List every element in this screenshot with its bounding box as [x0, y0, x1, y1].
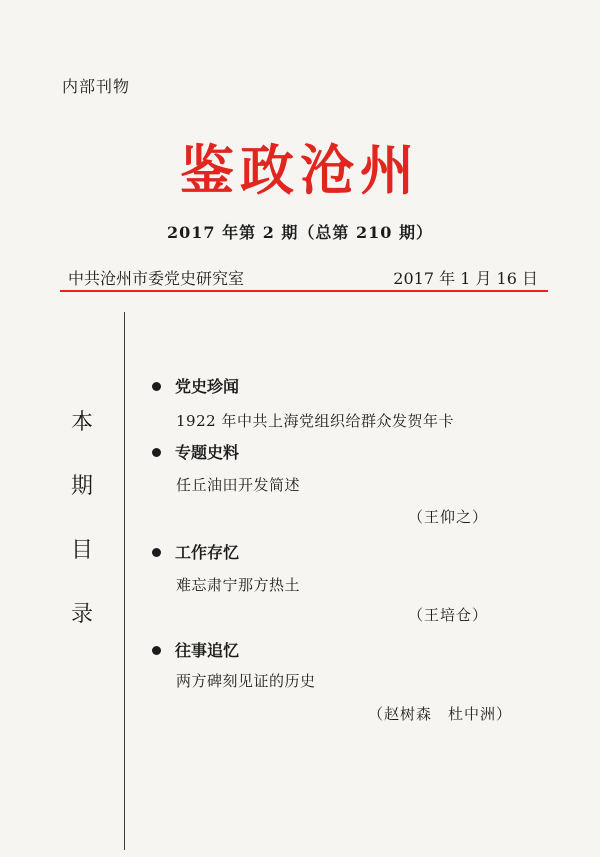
toc-article-title: 任丘油田开发简述: [176, 476, 301, 494]
toc-title: [60, 412, 104, 668]
toc-divider: [124, 312, 125, 850]
toc-article-title: 难忘肃宁那方热土: [176, 576, 301, 594]
toc-section-heading: [152, 638, 239, 661]
section-heading-text: 专题史料: [175, 443, 240, 462]
bullet-icon: [152, 448, 161, 457]
toc-article-author: （王仰之）: [408, 508, 489, 526]
toc-title-char: 录: [70, 602, 93, 627]
internal-publication-label: 内部刊物: [62, 77, 131, 96]
toc-section-heading: [152, 540, 239, 563]
publication-date: 2017 年 1 月 16 日: [393, 269, 538, 288]
bullet-icon: [152, 646, 161, 655]
masthead-title: 鉴政沧州: [180, 138, 420, 202]
toc-section-heading: [152, 374, 239, 397]
issue-number: 2017 年第 2 期（总第 210 期）: [167, 223, 433, 242]
toc-article-title: 1922 年中共上海党组织给群众发贺年卡: [176, 412, 454, 430]
section-heading-text: 往事追忆: [175, 641, 240, 660]
toc-article-author: （王培仓）: [408, 606, 489, 624]
toc-article-title: 两方碑刻见证的历史: [176, 672, 316, 690]
section-heading-text: 党史珍闻: [175, 377, 240, 396]
publisher: 中共沧州市委党史研究室: [68, 269, 245, 288]
header-divider: [60, 290, 548, 292]
section-heading-text: 工作存忆: [175, 543, 240, 562]
bullet-icon: [152, 548, 161, 557]
toc-title-char: 目: [70, 538, 93, 563]
toc-title-char: 期: [70, 474, 93, 499]
toc-title-char: 本: [70, 410, 93, 435]
toc-section-heading: [152, 440, 239, 463]
bullet-icon: [152, 382, 161, 391]
toc-article-author: （赵树森 杜中洲）: [368, 705, 513, 723]
